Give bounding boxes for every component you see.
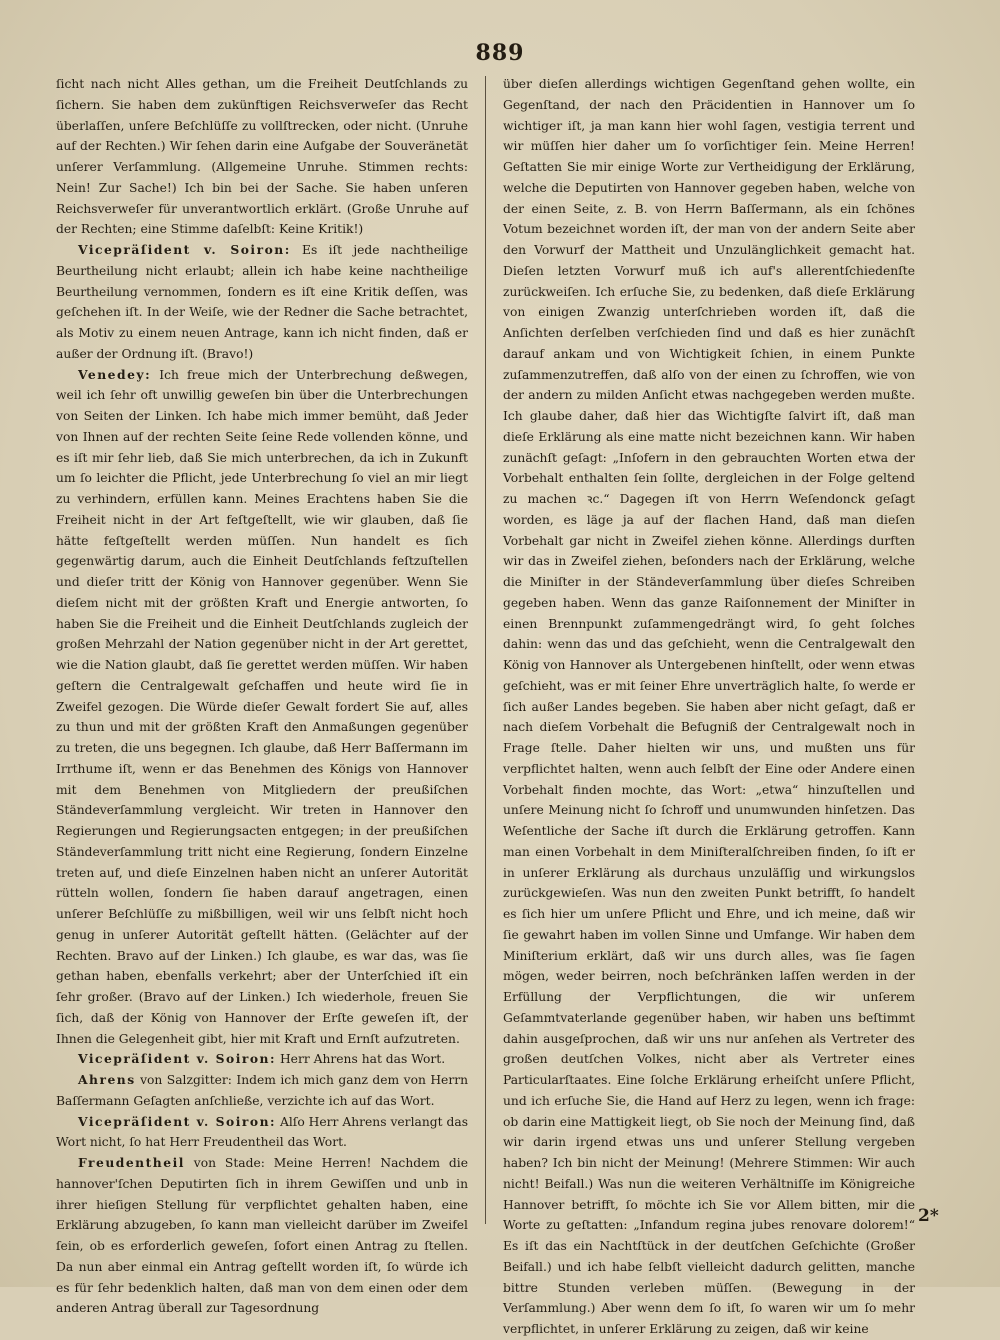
paragraph — [56, 1049, 468, 1070]
paragraph-text: über dieſen allerdings wichtigen Gegenſtand gehen wollte, ein Gegenſtand, der nach den Präcidentien in Hannover um ſo wichtiger iſt, ja man kann hier wohl ſagen, vestigia terrent und wir müſſen hier daher um ſo vorſichtiger ſein. Meine Herren! Geſtatten Sie mir einige Worte zur Vertheidigung der Erklärung, welche die Deputirten von Hannover gegeben haben, welche von der einen Seite, z. B. von Herrn Baſſermann, als ein ſchönes Votum bezeichnet worden iſt, der man von der andern Seite aber den Vorwurf der Mattheit und Unzulänglichkeit gemacht hat. Dieſen letzten Vorwurf muß ich auf's allerentſchiedenſte zurückweiſen. Ich erſuche Sie, zu bedenken, daß dieſe Erklärung von einigen Zwanzig unterſchrieben worden iſt, daß die Anſichten derſelben verſchieden ſind und daß es hier zunächſt darauf ankam und von Wichtigkeit ſchien, in einem Punkte zuſammenzutreffen, daß alſo von der einen zu ſchroffen, wie von der andern zu milden Anſicht etwas nachgegeben werden mußte. Ich glaube daher, daß hier das Wichtigſte ſalvirt iſt, daß man dieſe Erklärung als eine matte nicht bezeichnen kann. Wir haben zunächſt geſagt: „Inſofern in den gebrauchten Worten etwa der Vorbehalt enthalten ſein ſollte, dergleichen in der Folge geltend zu machen ꝛc.“ Dagegen iſt von Herrn Weſendonck geſagt worden, es läge ja auf der flachen Hand, daß man dieſen Vorbehalt gar nicht in Zweifel ziehen könne. Allerdings durften wir das in Zweifel ziehen, beſonders nach der Erklärung, welche die Miniſter in der Ständeverſammlung über dieſes Schreiben gegeben haben. Wenn das ganze Raiſonnement der Miniſter in einen Brennpunkt zuſammengedrängt wird, ſo geht ſolches dahin: wenn das und das geſchieht, wenn die Centralgewalt den König von Hannover als Untergebenen hinſtellt, oder wenn etwas geſchieht, was er mit ſeiner Ehre unverträglich halte, ſo werde er ſich außer Landes begeben. Sie haben aber nicht geſagt, daß er nach dieſem Vorbehalt die Befugniß der Centralgewalt noch in Frage ſtelle. Daher hielten wir uns, und mußten uns für verpflichtet halten, wenn auch ſelbſt der Eine oder Andere einen Vorbehalt finden mochte, das Wort: „etwa“ hinzuſtellen und unſere Meinung nicht ſo ſchroff und unumwunden hinſetzen. Das Weſentliche der Sache iſt durch die Erklärung getroffen. Kann man einen Vorbehalt in dem Miniſteralſchreiben finden, ſo iſt er in unſerer Erklärung als durchaus unzuläſſig und wirkungslos zurückgewieſen. Was nun den zweiten Punkt betrifft, ſo handelt es ſich hier um unſere Pflicht und Ehre, und ich meine, daß wir ſie gewahrt haben im vollen Sinne und Umfange. Wir haben dem Miniſterium erklärt, daß wir uns durch alles, was ſie ſagen mögen, weder beirren, noch beſchränken laſſen werden in der Erfüllung der Verpflichtungen, die wir unſerem Geſammtvaterlande gegenüber haben, wir haben uns beſtimmt dahin ausgeſprochen, daß wir uns nur anſehen als Vertreter des großen deutſchen Volkes, nicht aber als Vertreter eines Particularſtaates. Eine ſolche Erklärung erheiſcht unſere Pflicht, und ich erſuche Sie, die Hand auf Herz zu legen, wenn ich frage: ob darin eine Mattigkeit liegt, ob Sie noch der Meinung ſind, daß wir darin irgend etwas uns und unſerer Stellung vergeben haben? Ich bin nicht der Meinung! (Mehrere Stimmen: Wir auch nicht! Beifall.) Was nun die weiteren Verhältniſſe im Königreiche Hannover betrifft, ſo möchte ich Sie vor Allem bitten, mir die Worte zu geſtatten: „Infandum regina jubes renovare dolorem!“ Es iſt das ein Nachtſtück in der deutſchen Geſchichte (Großer Beifall.) und ich habe ſelbſt vielleicht dadurch gelitten, manche bittre Stunden verleben müſſen. (Bewegung in der Verſammlung.) Aber wenn dem ſo iſt, ſo waren wir um ſo mehr verpflichtet, in unſerer Erklärung zu zeigen, daß wir keine — [503, 77, 915, 1336]
speaker-name: Vicepräſident v. Soiron: — [78, 242, 291, 257]
speaker-name: Vicepräſident v. Soiron: — [78, 1051, 277, 1067]
speaker-name: Venedey: — [78, 366, 152, 382]
paragraph — [503, 74, 915, 1340]
paragraph — [56, 1153, 468, 1319]
column-divider — [485, 76, 486, 1224]
paragraph-text: Ich freue mich der Unterbrechung deßwegen, weil ich ſehr oft unwillig geweſen bin über die Unterbrechungen von Seiten der Linken. Ich habe mich immer bemüht, daß Jeder von Ihnen auf der rechten Seite ſeine Rede vollenden könne, und es iſt mir ſehr lieb, daß Sie mich unterbrechen, da ich in Zukunft um ſo leichter die Pflicht, jede Unterbrechung ſo viel an mir liegt zu verhindern, erfüllen kann. Meines Erachtens haben Sie die Freiheit nicht in der Art feſtgeſtellt, wie wir glauben, daß ſie hätte feſtgeſtellt werden müſſen. Nun handelt es ſich gegenwärtig darum, auch die Einheit Deutſchlands feſtzuſtellen und dieſer tritt der König von Hannover gegenüber. Wenn Sie dieſem nicht mit der größten Kraft und Energie antworten, ſo haben Sie die Freiheit und die Einheit Deutſchlands zugleich der großen Mehrzahl der Nation gegenüber nicht in der Art gerettet, wie die Nation glaubt, daß ſie gerettet werden müſſen. Wir haben geſtern die Centralgewalt geſchaffen und heute wird ſie in Zweifel gezogen. Die Würde dieſer Gewalt fordert Sie auf, alles zu thun und mit der größten Kraft den Anmaßungen gegenüber zu treten, die uns begegnen. Ich glaube, daß Herr Baſſermann im Irrthume iſt, wenn er das Benehmen des Königs von Hannover mit dem Benehmen von Mitgliedern der preußiſchen Ständeverſammlung vergleicht. Wir treten in Hannover den Regierungen und Regierungsacten entgegen; in der preußiſchen Ständeverſammlung tritt nicht eine Regierung, ſondern Einzelne treten auf, und dieſe Einzelnen haben nicht an unſerer Autorität rütteln wollen, ſondern ſie haben darauf angetragen, einen unſerer Beſchlüſſe zu mißbilligen, weil wir uns ſelbſt nicht hoch genug in unſerer Autorität geſtellt hätten. (Gelächter auf der Rechten. Bravo auf der Linken.) Ich glaube, es war das, was ſie gethan haben, ebenfalls verkehrt; aber der Unterſchied iſt ein ſehr großer. (Bravo auf der Linken.) Ich wiederhole, freuen Sie ſich, daß der König von Hannover der Erſte geweſen iſt, der Ihnen die Gelegenheit gibt, hier mit Kraft und Ernſt aufzutreten. — [56, 367, 468, 1046]
paragraph — [56, 365, 468, 1050]
page-number: 889 — [475, 40, 525, 66]
paragraph — [56, 1112, 468, 1154]
paragraph-text: ſicht nach nicht Alles gethan, um die Freiheit Deutſchlands zu ſichern. Sie haben dem zukünftigen Reichsverweſer das Recht überlaſſen, unſere Beſchlüſſe zu vollſtrecken, oder nicht. (Unruhe auf der Rechten.) Wir ſehen darin eine Aufgabe der Souveränetät unſerer Verſammlung. (Allgemeine Unruhe. Stimmen rechts: Nein! Zur Sache!) Ich bin bei der Sache. Sie haben unſeren Reichsverweſer für unverantwortlich erklärt. (Große Unruhe auf der Rechten; eine Stimme daſelbſt: Keine Kritik!) — [56, 77, 468, 237]
speaker-name: Freudentheil — [78, 1155, 185, 1170]
right-column — [503, 74, 915, 1336]
paragraph-text: von Stade: Meine Herren! Nachdem die hannover'ſchen Deputirten ſich in ihrem Gewiſſen und unb in ihrer hieſigen Stellung für verpflichtet gehalten haben, eine Erklärung abzugeben, ſo kann man vielleicht darüber im Zweifel ſein, ob es erforderlich geweſen, ſofort einen Antrag zu ſtellen. Da nun aber einmal ein Antrag geſtellt worden iſt, ſo würde ich es für ſehr bedenklich halten, daß man von dem einen oder dem anderen Antrag überall zur Tagesordnung — [56, 1156, 468, 1316]
paragraph-text: Alſo Herr Ahrens verlangt das Wort nicht, ſo hat Herr Freudentheil das Wort. — [56, 1114, 468, 1150]
paragraph-text: von Salzgitter: Indem ich mich ganz dem von Herrn Baſſermann Geſagten anſchließe, verzichte ich auf das Wort. — [56, 1073, 468, 1108]
signature-mark: 2* — [918, 1206, 939, 1226]
speaker-name: Ahrens — [78, 1072, 136, 1087]
paragraph — [56, 74, 468, 240]
paragraph-text: Es iſt jede nachtheilige Beurtheilung nicht erlaubt; allein ich habe keine nachtheilige Beurtheilung vernommen, ſondern es iſt eine Kritik deſſen, was geſchehen iſt. In der Weiſe, wie der Redner die Sache betrachtet, als Motiv zu einem neuen Antrage, kann ich nicht finden, daß er außer der Ordnung iſt. (Bravo!) — [56, 243, 468, 361]
left-column — [56, 74, 468, 1316]
speaker-name: Vicepräſident v. Soiron: — [78, 1113, 277, 1129]
paragraph — [56, 1070, 468, 1112]
paragraph-text: Herr Ahrens hat das Wort. — [276, 1052, 446, 1067]
paragraph — [56, 240, 468, 365]
